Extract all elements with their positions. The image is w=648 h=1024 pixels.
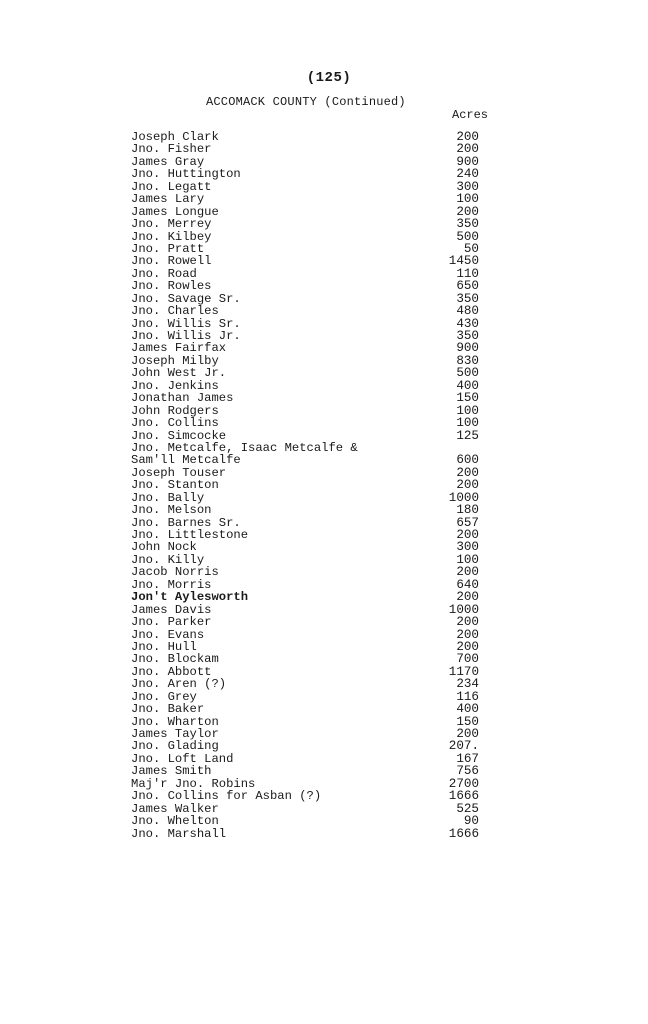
acreage-value: 525 <box>456 801 479 816</box>
list-item <box>131 740 491 752</box>
acreage-value: 200 <box>456 130 479 144</box>
acreage-value: 1170 <box>448 664 479 679</box>
acreage-value: 1666 <box>448 826 479 841</box>
landowner-name: Jno. Littlestone <box>131 528 249 542</box>
acreage-value: 1000 <box>448 490 479 505</box>
list-item <box>131 504 491 516</box>
acreage-value: 500 <box>456 229 479 244</box>
acreage-value: 200 <box>456 590 479 605</box>
landowner-name: Jno. Aren (?) <box>131 677 227 692</box>
landowner-name: Jno. Melson <box>131 503 212 518</box>
list-item <box>131 541 491 553</box>
acreage-value: 180 <box>456 503 479 518</box>
landowner-name: Jacob Norris <box>131 565 219 580</box>
acreage-value: 200 <box>456 478 479 493</box>
acreage-value: 1666 <box>448 789 479 804</box>
acreage-value: 400 <box>456 378 479 393</box>
landowner-name: Jno. Marshall <box>131 826 227 841</box>
landowner-name: Jno. Willis Sr. <box>131 316 241 331</box>
acreage-value: 350 <box>456 217 479 232</box>
landowner-name: Joseph Milby <box>131 353 219 368</box>
list-item <box>131 392 491 404</box>
list-item <box>131 790 491 802</box>
landowner-name: Jno. Loft Land <box>131 751 234 766</box>
landowner-name: Jno. Grey <box>131 689 197 704</box>
list-item <box>131 143 491 155</box>
list-item <box>131 566 491 578</box>
landowner-name: James Longue <box>131 204 219 219</box>
acreage-value: 200 <box>456 465 479 480</box>
landowner-name: Jno. Kilbey <box>131 229 212 244</box>
landowner-name: Jno. Whelton <box>131 814 219 829</box>
landowner-name: Jno. Evans <box>131 627 205 642</box>
acreage-value: 200 <box>456 615 479 630</box>
list-item <box>131 591 491 603</box>
acreage-value: 400 <box>456 702 479 717</box>
list-item <box>131 193 491 205</box>
county-title: ACCOMACK COUNTY (Continued) <box>206 95 406 109</box>
landowner-name: James Taylor <box>131 727 219 741</box>
landowner-name: Jno. Barnes Sr. <box>131 515 241 530</box>
acreage-value: 900 <box>456 154 479 169</box>
acreage-value: 240 <box>456 167 479 182</box>
acreage-value: 100 <box>456 403 479 418</box>
acreage-value: 100 <box>456 552 479 567</box>
acreage-value: 500 <box>456 366 479 381</box>
landowner-name: Jno. Rowles <box>131 279 212 294</box>
landowner-name: James Walker <box>131 801 219 816</box>
list-item <box>131 168 491 180</box>
landowner-name: Jno. Collins for Asban (?) <box>131 789 322 804</box>
list-item <box>131 765 491 777</box>
landowner-name: Jno. Wharton <box>131 714 219 729</box>
landowner-name: Jno. Pratt <box>131 241 205 256</box>
acreage-value: 657 <box>456 515 479 530</box>
list-item <box>131 417 491 429</box>
acreage-value: 2700 <box>448 776 479 791</box>
landowner-name: Jno. Glading <box>131 739 219 754</box>
acreage-value: 1450 <box>448 254 479 269</box>
landowner-list <box>131 131 491 840</box>
landowner-name: Joseph Touser <box>131 465 227 480</box>
acreage-value: 110 <box>456 266 479 281</box>
landowner-name: Jno. Bally <box>131 490 205 505</box>
acreage-value: 640 <box>456 577 479 592</box>
acreage-value: 125 <box>456 428 479 443</box>
landowner-name: Jno. Blockam <box>131 652 219 667</box>
list-item <box>131 255 491 267</box>
acreage-value: 200 <box>456 639 479 654</box>
acreage-value: 350 <box>456 329 479 343</box>
list-item <box>131 678 491 690</box>
list-item <box>131 703 491 715</box>
acreage-value: 1000 <box>448 602 479 617</box>
landowner-name: Maj'r Jno. Robins <box>131 776 256 791</box>
acres-column-header: Acres <box>452 108 489 122</box>
acreage-value: 200 <box>456 204 479 219</box>
acreage-value: 200 <box>456 727 479 741</box>
landowner-name: James Fairfax <box>131 341 227 356</box>
landowner-name: James Lary <box>131 192 205 207</box>
landowner-name: Jno. Parker <box>131 615 212 630</box>
landowner-name: Jno. Road <box>131 266 197 281</box>
acreage-value: 200 <box>456 528 479 542</box>
landowner-name: Jno. Stanton <box>131 478 219 493</box>
landowner-name: Jon't Aylesworth <box>131 590 249 605</box>
acreage-value: 100 <box>456 192 479 207</box>
acreage-value: 100 <box>456 416 479 431</box>
list-item <box>131 305 491 317</box>
acreage-value: 650 <box>456 279 479 294</box>
landowner-name: Jonathan James <box>131 391 234 406</box>
acreage-value: 150 <box>456 714 479 729</box>
acreage-value: 90 <box>463 814 479 829</box>
acreage-value: 830 <box>456 353 479 368</box>
acreage-value: 600 <box>456 453 479 468</box>
acreage-value: 207. <box>448 739 479 754</box>
list-item <box>131 367 491 379</box>
landowner-name: James Davis <box>131 602 212 617</box>
landowner-name: John West Jr. <box>131 366 227 381</box>
acreage-value: 900 <box>456 341 479 356</box>
landowner-name: James Gray <box>131 154 205 169</box>
list-item <box>131 653 491 665</box>
acreage-value: 50 <box>463 241 479 256</box>
landowner-name: John Rodgers <box>131 403 219 418</box>
landowner-name: Jno. Merrey <box>131 217 212 232</box>
list-item <box>131 218 491 230</box>
landowner-name: Jno. Baker <box>131 702 205 717</box>
acreage-value: 300 <box>456 179 479 194</box>
landowner-name: Jno. Abbott <box>131 664 212 679</box>
page-number: (125) <box>306 70 352 86</box>
list-item <box>131 616 491 628</box>
list-item <box>131 454 491 466</box>
landowner-name: Jno. Simcocke <box>131 428 227 443</box>
list-item <box>131 280 491 292</box>
acreage-value: 200 <box>456 627 479 642</box>
landowner-name: Jno. Legatt <box>131 179 212 194</box>
landowner-name: Sam'll Metcalfe <box>131 453 241 468</box>
list-item <box>131 815 491 827</box>
landowner-name: Jno. Charles <box>131 304 219 319</box>
acreage-value: 756 <box>456 764 479 779</box>
landowner-name: Jno. Metcalfe, Isaac Metcalfe & <box>131 440 358 455</box>
list-item <box>131 828 491 840</box>
landowner-name: Jno. Collins <box>131 416 219 431</box>
landowner-name: Jno. Hull <box>131 639 197 654</box>
list-item <box>131 342 491 354</box>
landowner-name: Jno. Jenkins <box>131 378 219 393</box>
acreage-value: 700 <box>456 652 479 667</box>
list-item <box>131 479 491 491</box>
landowner-name: Jno. Huttington <box>131 167 241 182</box>
landowner-name: Jno. Willis Jr. <box>131 329 241 343</box>
landowner-name: Jno. Fisher <box>131 142 212 157</box>
landowner-name: James Smith <box>131 764 212 779</box>
acreage-value: 234 <box>456 677 479 692</box>
acreage-value: 200 <box>456 565 479 580</box>
acreage-value: 200 <box>456 142 479 157</box>
landowner-name: John Nock <box>131 540 197 555</box>
landowner-name: Joseph Clark <box>131 130 219 144</box>
acreage-value: 300 <box>456 540 479 555</box>
landowner-name: Jno. Killy <box>131 552 205 567</box>
acreage-value: 480 <box>456 304 479 319</box>
landowner-name: Jno. Morris <box>131 577 212 592</box>
acreage-value: 116 <box>456 689 479 704</box>
landowner-name: Jno. Savage Sr. <box>131 291 241 306</box>
acreage-value: 150 <box>456 391 479 406</box>
acreage-value: 430 <box>456 316 479 331</box>
acreage-value: 167 <box>456 751 479 766</box>
acreage-value: 350 <box>456 291 479 306</box>
landowner-name: Jno. Rowell <box>131 254 212 269</box>
